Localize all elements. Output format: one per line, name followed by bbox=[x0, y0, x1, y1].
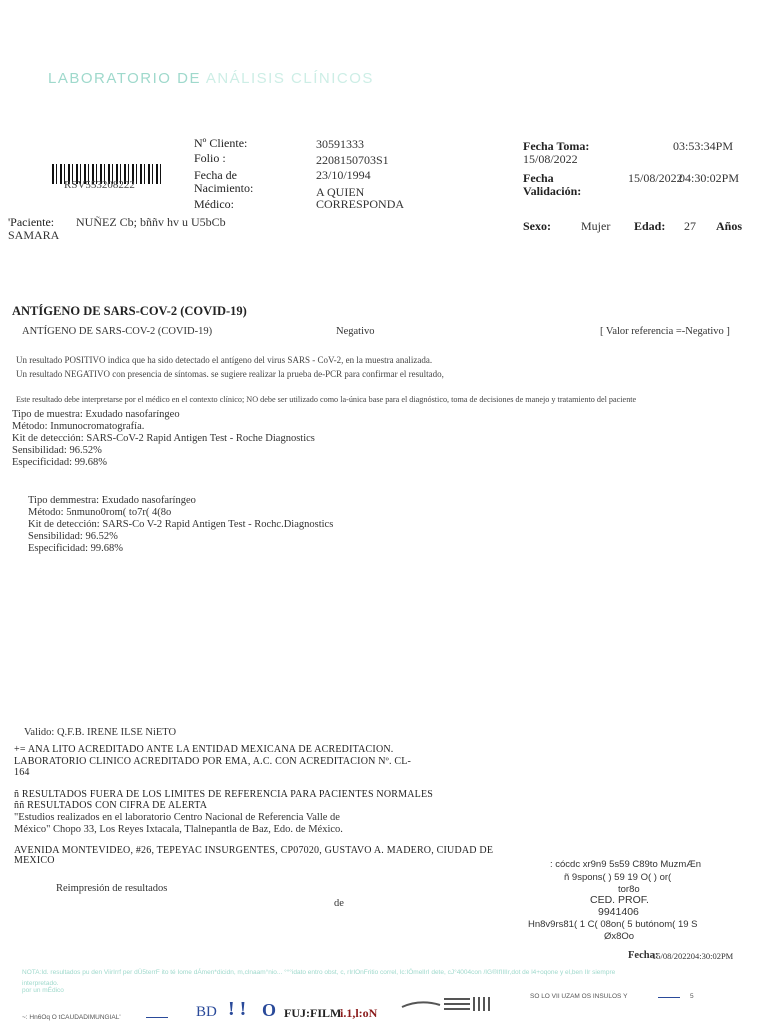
sexo-label: Sexo: bbox=[523, 219, 551, 233]
valid-date: 15/08/2022 bbox=[628, 171, 683, 185]
sig-line-6: Hn8v9rs81( 1 C( 08on( 5 butónom( 19 S bbox=[528, 919, 698, 930]
note-negative: Un resultado NEGATIVO con presencia de síntomas. se sugiere realizar la prueba de-PCR para confirmar el resultado, bbox=[16, 369, 444, 379]
valid-time: 04:30:02PM bbox=[679, 171, 740, 185]
footer-dash-left bbox=[146, 1017, 168, 1018]
sig-line-7: Øx8Oo bbox=[604, 931, 635, 942]
reprint-label: Reimpresión de resultados bbox=[56, 883, 168, 894]
accred-3: 164 bbox=[14, 767, 30, 778]
folio-label: Folio : bbox=[194, 151, 226, 165]
studies-2: México" Chopo 33, Los Reyes Ixtacala, Tlalnepantla de Baz, Edo. de México. bbox=[14, 824, 343, 835]
test-row-reference: [ Valor referencia =-Negativo ] bbox=[600, 326, 730, 337]
b1-specificity: Especificidad: 99.68% bbox=[12, 457, 108, 468]
note-interpret: Este resultado debe interpretarse por el médico en el contexto clínico; NO debe ser utilizado como la-única base para el diagnóstico, toma de decisiones de manejo y tratamiento del paciente bbox=[16, 395, 637, 404]
logo-exclaim: ! ! bbox=[228, 998, 247, 1020]
birth-label-2: Nacimiento: bbox=[194, 181, 254, 195]
test-row-name: ANTÍGENO DE SARS-COV-2 (COVID-19) bbox=[22, 326, 213, 337]
out-of-range: ñ RESULTADOS FUERA DE LOS LIMITES DE REFERENCIA PARA PACIENTES NORMALES bbox=[14, 789, 434, 800]
logo-bd: BD bbox=[196, 1004, 217, 1020]
section-title: ANTÍGENO DE SARS-COV-2 (COVID-19) bbox=[12, 304, 247, 318]
sexo-value: Mujer bbox=[581, 219, 611, 233]
sig-line-5: 9941406 bbox=[598, 906, 639, 918]
birth-label-1: Fecha de bbox=[194, 168, 237, 182]
disclaimer-2: interpretado. bbox=[22, 980, 59, 987]
b2-specificity: Especificidad: 99.68% bbox=[28, 543, 124, 554]
b1-kit: Kit de detección: SARS-CoV-2 Rapid Antigen Test - Roche Diagnostics bbox=[12, 433, 315, 444]
accred-2: LABORATORIO CLINICO ACREDITADO POR EMA, A.C. CON ACREDITACION Nº. CL- bbox=[14, 756, 412, 767]
edad-label: Edad: bbox=[634, 219, 666, 233]
disclaimer-1: NOTA:Id. resultados pu den ViirIrrf per dÜ5terrF ito té Iome dÁmen*dicidn, m,clnaam°nio... °°°idato entro obst, c, rIrIOnFritio correl, lc:IÓmelIrI dete, cJ°4004con /IG®IfIIIIr,dot de l4+oqone y el,ben IIr siempre bbox=[22, 969, 616, 976]
logo-roche: i.1,l:oN bbox=[340, 1006, 378, 1020]
toma-date: 15/08/2022 bbox=[523, 152, 578, 166]
edad-value: 27 bbox=[684, 219, 696, 233]
wave-logo-icon bbox=[400, 993, 505, 1015]
doctor-value-1: A QUIEN bbox=[316, 185, 365, 199]
b2-kit: Kit de detección: SARS-Co V-2 Rapid Antigen Test - Rochc.Diagnostics bbox=[28, 519, 334, 530]
b2-sample: Tipo demmestra: Exudado nasofaríngeo bbox=[28, 495, 196, 506]
b2-method: Método: 5nmuno0rom( to7r( 4(8o bbox=[28, 507, 172, 518]
barcode-number: RSV553208222 bbox=[64, 179, 135, 191]
studies-1: "Estudios realizados en el laboratorio Centro Nacional de Referencia Valle de bbox=[14, 812, 340, 823]
b1-sensitivity: Sensibilidad: 96.52% bbox=[12, 445, 102, 456]
valid-label-2: Validación: bbox=[523, 184, 582, 198]
test-row-result: Negativo bbox=[336, 326, 375, 337]
lab-title bbox=[48, 70, 374, 87]
logo-o: O bbox=[262, 1000, 277, 1020]
sig-line-4: CED. PROF. bbox=[590, 894, 649, 906]
lab-title-main: LABORATORIO DE bbox=[48, 70, 201, 87]
patient-name-1: NUÑEZ Cb; bññv hv u U5bCb bbox=[76, 215, 226, 229]
b1-method: Método: Inmunocromatografía. bbox=[12, 421, 145, 432]
footer-dash-right bbox=[658, 997, 680, 998]
sig-line-1: : cócdc xr9n9 5s59 C89to MuzmÆn bbox=[550, 859, 702, 870]
disclaimer-3: por un mÉdico bbox=[22, 987, 64, 994]
accred-1: += ANA LITO ACREDITADO ANTE LA ENTIDAD MEXICANA DE ACREDITACION. bbox=[14, 744, 394, 755]
alert-results: ññ RESULTADOS CON CIFRA DE ALERTA bbox=[14, 800, 208, 811]
logo-fujifilm: FUJ:FILM bbox=[284, 1006, 342, 1020]
validated-by: Valido: Q.F.B. IRENE ILSE NiETO bbox=[24, 727, 177, 738]
sig-line-3: tor8o bbox=[618, 884, 640, 895]
birth-value: 23/10/1994 bbox=[316, 168, 371, 182]
client-value: 30591333 bbox=[316, 137, 364, 151]
address-1: AVENIDA MONTEVIDEO, #26, TEPEYAC INSURGENTES, CP07020, GUSTAVO A. MADERO, CIUDAD DE bbox=[14, 845, 494, 856]
folio-value: 2208150703S1 bbox=[316, 153, 389, 167]
doctor-value-2: CORRESPONDA bbox=[316, 197, 405, 211]
b2-sensitivity: Sensibilidad: 96.52% bbox=[28, 531, 118, 542]
toma-time: 03:53:34PM bbox=[673, 139, 734, 153]
fecha-label: Fecha: bbox=[628, 950, 659, 961]
valid-label-1: Fecha bbox=[523, 171, 554, 185]
left-footer: ~: Hn6Oq O tCAUDADIMUNGIAL' bbox=[22, 1014, 121, 1021]
address-2: MEXICO bbox=[14, 855, 55, 866]
fecha-value: 15/08/202204:30:02PM bbox=[652, 951, 734, 961]
sponsors-note: SO LO VII UZAM OS INSULOS Y bbox=[530, 993, 628, 1000]
doctor-label: Médico: bbox=[194, 197, 234, 211]
patient-label: 'Paciente: bbox=[8, 215, 55, 229]
client-label: Nº Cliente: bbox=[194, 136, 248, 150]
patient-name-2: SAMARA bbox=[8, 228, 60, 242]
sig-line-2: ñ 9spons( ) 59 19 O( ) or( bbox=[564, 872, 672, 883]
sponsors-num: 5 bbox=[690, 993, 694, 1000]
edad-unit: Años bbox=[716, 219, 743, 233]
page-de: de bbox=[334, 898, 344, 909]
b1-sample: Tipo de muestra: Exudado nasofaríngeo bbox=[12, 409, 180, 420]
note-positive: Un resultado POSITIVO indica que ha sido detectado el antígeno del virus SARS - CoV-2, en la muestra analizada. bbox=[16, 355, 433, 365]
lab-title-faded: ANÁLISIS CLÍNICOS bbox=[205, 70, 374, 87]
toma-label: Fecha Toma: bbox=[523, 139, 590, 153]
